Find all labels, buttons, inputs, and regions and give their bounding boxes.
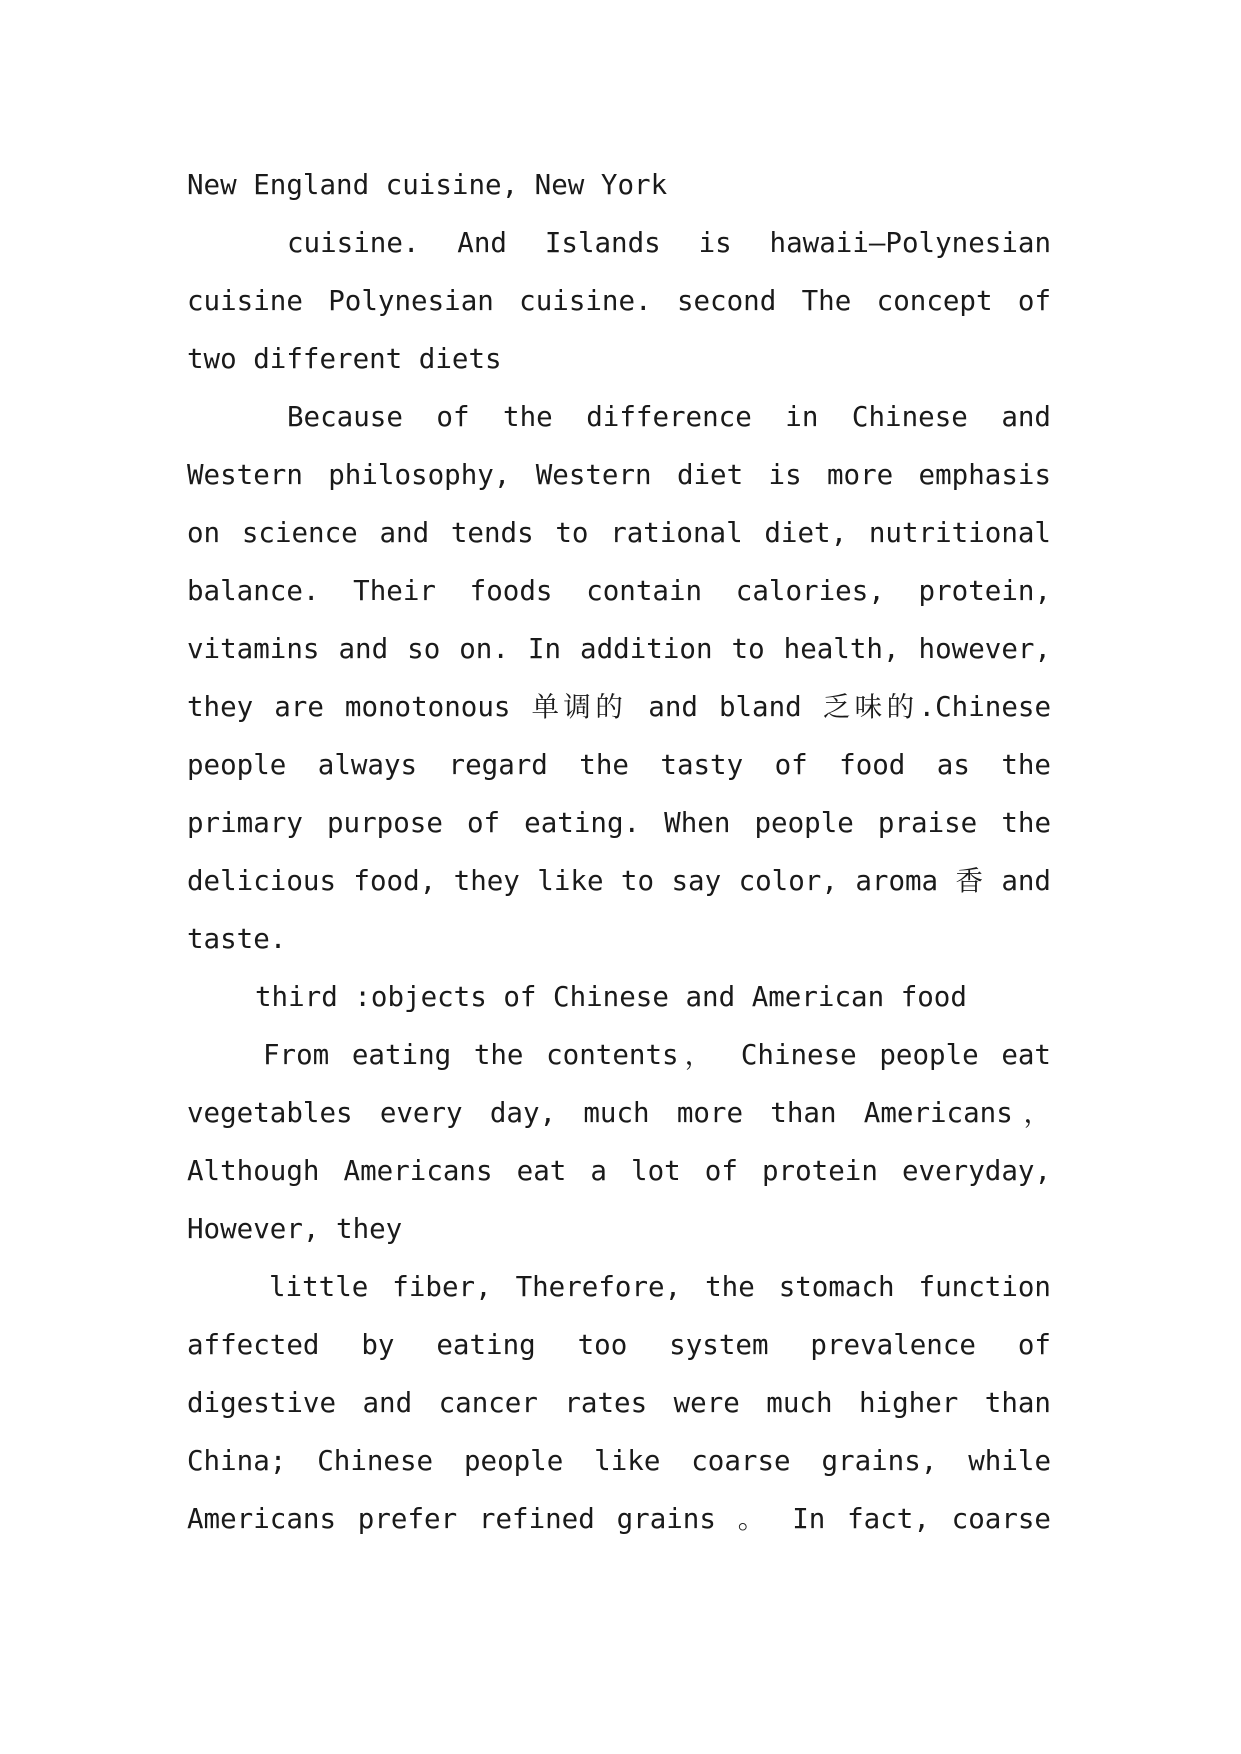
text-line: cuisine. And Islands is hawaii—Polynesian	[287, 227, 1051, 259]
section-heading: third :objects of Chinese and American food	[255, 981, 967, 1013]
text-line: balance. Their foods contain calories, protein,	[187, 575, 1051, 607]
text-line: digestive and cancer rates were much higher than	[187, 1387, 1051, 1419]
text-line: delicious food, they like to say color, aroma 香 and	[187, 865, 1051, 897]
text-line: primary purpose of eating. When people praise the	[187, 807, 1051, 839]
text-line: taste.	[187, 923, 287, 955]
text-line: Americans prefer refined grains 。 In fact, coarse	[187, 1503, 1051, 1535]
text-line: China; Chinese people like coarse grains, while	[187, 1445, 1051, 1477]
text-line: on science and tends to rational diet, nutritional	[187, 517, 1051, 549]
text-line: cuisine Polynesian cuisine. second The concept of	[187, 285, 1051, 317]
text-line: vegetables every day, much more than Americans，	[187, 1097, 1051, 1129]
text-line: Although Americans eat a lot of protein everyday,	[187, 1155, 1051, 1187]
text-line: vitamins and so on. In addition to health, however,	[187, 633, 1051, 665]
text-line: they are monotonous 单调的 and bland 乏味的.Chinese	[187, 691, 1051, 723]
text-line: little fiber, Therefore, the stomach function	[269, 1271, 1051, 1303]
text-line: affected by eating too system prevalence of	[187, 1329, 1051, 1361]
text-line: Because of the difference in Chinese and	[287, 401, 1051, 433]
text-line: From eating the contents， Chinese people eat	[263, 1039, 1051, 1071]
text-line: New England cuisine, New York	[187, 169, 668, 201]
document-body	[187, 156, 1051, 1548]
text-line: Western philosophy, Western diet is more emphasis	[187, 459, 1051, 491]
text-line: people always regard the tasty of food as the	[187, 749, 1051, 781]
text-line: However, they	[187, 1213, 403, 1245]
text-line: two different diets	[187, 343, 502, 375]
